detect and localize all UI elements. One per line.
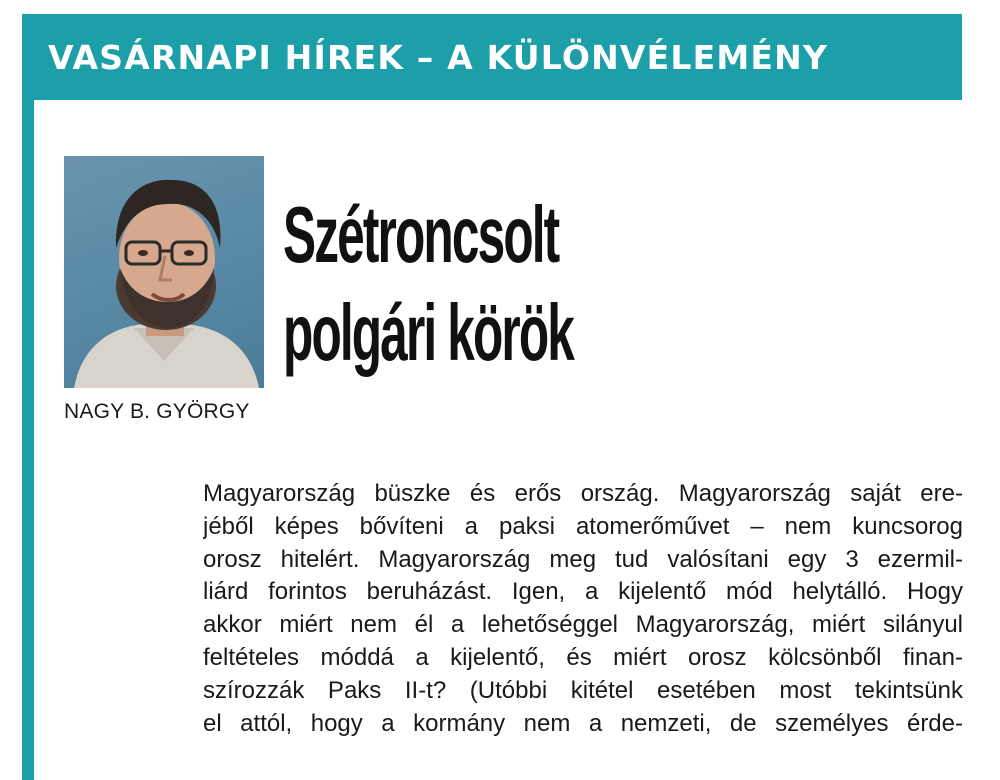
- headline-line: polgári körök: [283, 288, 574, 377]
- body-line: jéből képes bővíteni a paksi atomerőművet – nem kuncsorog: [203, 512, 963, 540]
- article-body: [203, 478, 963, 740]
- author-photo: [64, 156, 264, 388]
- body-line: szírozzák Paks II-t? (Utóbbi kitétel esetében most tekintsünk: [203, 676, 963, 704]
- section-title: VASÁRNAPI HÍREK – A KÜLÖNVÉLEMÉNY: [48, 37, 829, 77]
- author-name: NAGY B. GYÖRGY: [64, 400, 250, 423]
- section-frame-bar: [22, 14, 34, 780]
- section-banner: [22, 14, 962, 100]
- body-line: akkor miért nem él a lehetőséggel Magyarország, miért silányul: [203, 611, 963, 639]
- body-line: liárd forintos beruházást. Igen, a kijelentő mód helytálló. Hogy: [203, 578, 963, 606]
- headline-line: Szétroncsolt: [283, 190, 559, 279]
- body-line: el attól, hogy a kormány nem a nemzeti, de személyes érde-: [203, 709, 963, 737]
- body-line: Magyarország büszke és erős ország. Magyarország saját ere-: [203, 480, 963, 507]
- article-headline: [283, 186, 573, 382]
- body-line: orosz hitelért. Magyarország meg tud valósítani egy 3 ezermil-: [203, 545, 963, 573]
- author-portrait-image: [64, 156, 264, 388]
- body-line: feltételes móddá a kijelentő, és miért orosz kölcsönből finan-: [203, 643, 963, 671]
